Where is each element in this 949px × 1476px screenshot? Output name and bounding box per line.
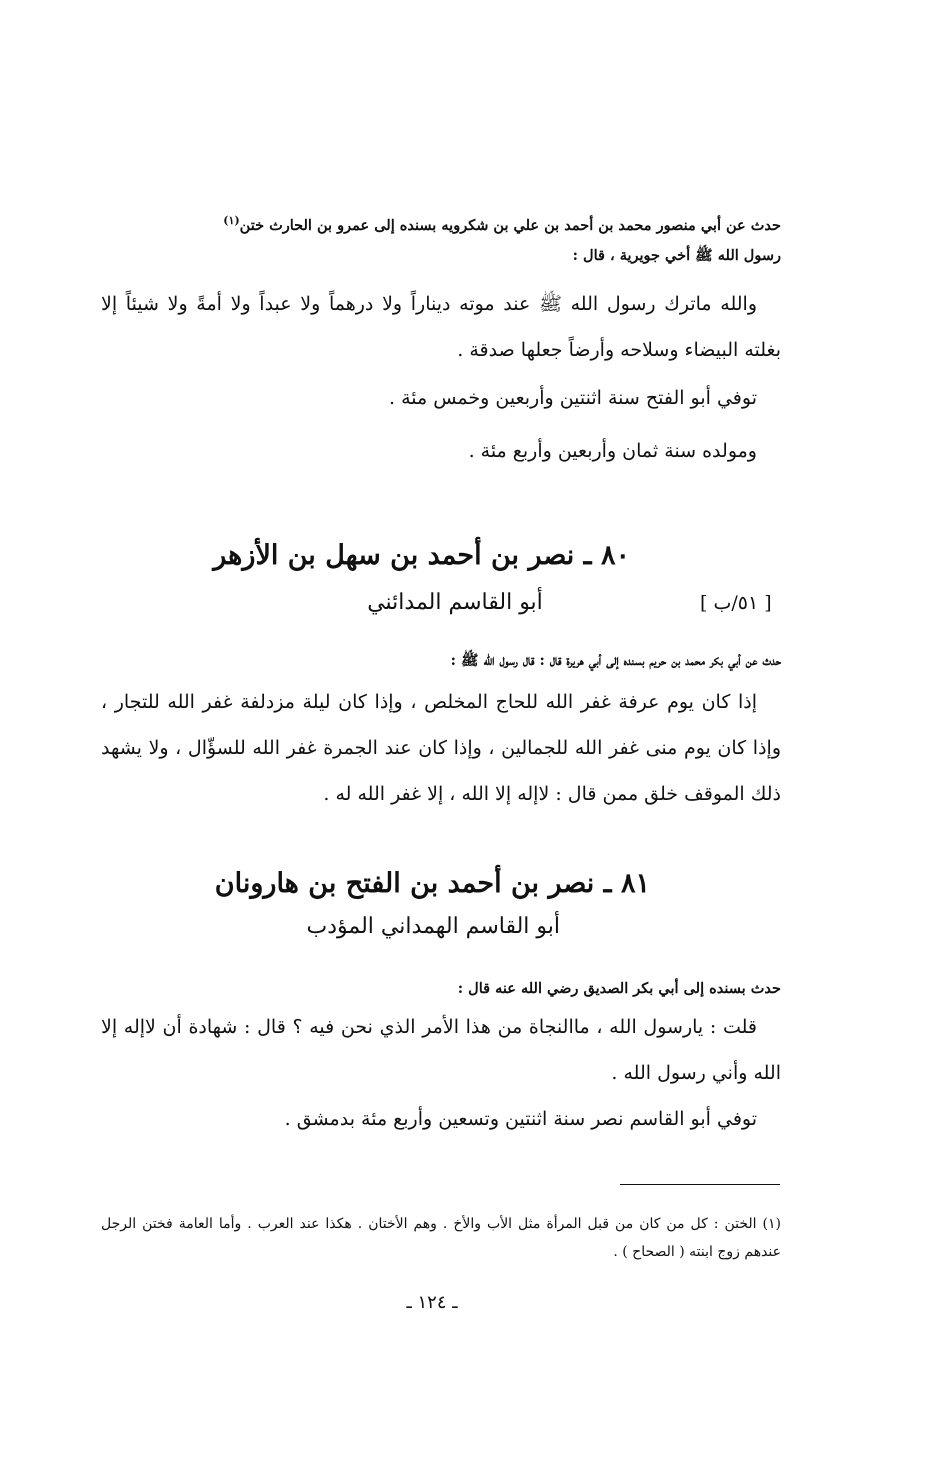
entry-81-title: ٨١ ـ نصر بن أحمد بن الفتح بن هارونان (214, 868, 650, 899)
hadith-80: إذا كان يوم عرفة غفر الله للحاج المخلص ، وإذا كان ليلة مزدلفة غفر الله للتجار ، وإذا كان يوم منى غفر الله للجمالين ، وإذا كان عند الجمرة غفر الله للسؤّال ، ولا يشهد ذلك الموقف خلق ممن قال : لاإله إلا الله ، إلا غفر الله له . (101, 691, 781, 805)
folio-reference: [ ٥١/ب ] (700, 592, 772, 614)
footnote-marker: (١) (223, 214, 240, 227)
footnote-separator (620, 1184, 780, 1185)
isnad-79 (101, 206, 781, 271)
entry-80-title: ٨٠ ـ نصر بن أحمد بن سهل بن الأزهر (213, 540, 630, 571)
hadith-81: قلت : يارسول الله ، ماالنجاة من هذا الأمر الذي نحن فيه ؟ قال : شهادة أن لاإله إلا الله وأني رسول الله . (101, 1016, 781, 1084)
isnad-79-continuation: رسول الله ﷺ أخي جويرية ، قال : (572, 246, 781, 264)
birth-note-79: ومولده سنة ثمان وأربعين وأربع مئة . (468, 440, 757, 462)
isnad-80: حدث عن أبي بكر محمد بن حريم بسنده إلى أبي هريرة قال : قال رسول الله ﷺ : (450, 652, 781, 669)
death-note-79: توفي أبو الفتح سنة اثنتين وأربعين وخمس مئة . (388, 387, 757, 409)
hadith-79: والله ماترك رسول الله ﷺ عند موته ديناراً ولا درهماً ولا عبداً ولا أمةً ولا شيئاً إلا بغلته البيضاء وسلاحه وأرضاً جعلها صدقة . (101, 293, 781, 361)
entry-81-kunya: أبو القاسم الهمداني المؤدب (306, 914, 560, 939)
isnad-81: حدث بسنده إلى أبي بكر الصديق رضي الله عنه قال : (457, 980, 781, 997)
page-number: ـ ١٢٤ ـ (406, 1292, 458, 1313)
footnote-1: (١) الختن : كل من كان من قبل المرأة مثل الأب والأخ . وهم الأختان . هكذا عند العرب . وأما العامة فختن الرجل عندهم زوج ابنته ( الصحاح ) . (101, 1216, 781, 1260)
entry-80-kunya: أبو القاسم المدائني (367, 590, 543, 615)
death-note-81: توفي أبو القاسم نصر سنة اثنتين وتسعين وأربع مئة بدمشق . (284, 1108, 757, 1130)
isnad-79-text: حدث عن أبي منصور محمد بن أحمد بن علي بن شكرويه بسنده إلى عمرو بن الحارث ختن (239, 216, 781, 234)
